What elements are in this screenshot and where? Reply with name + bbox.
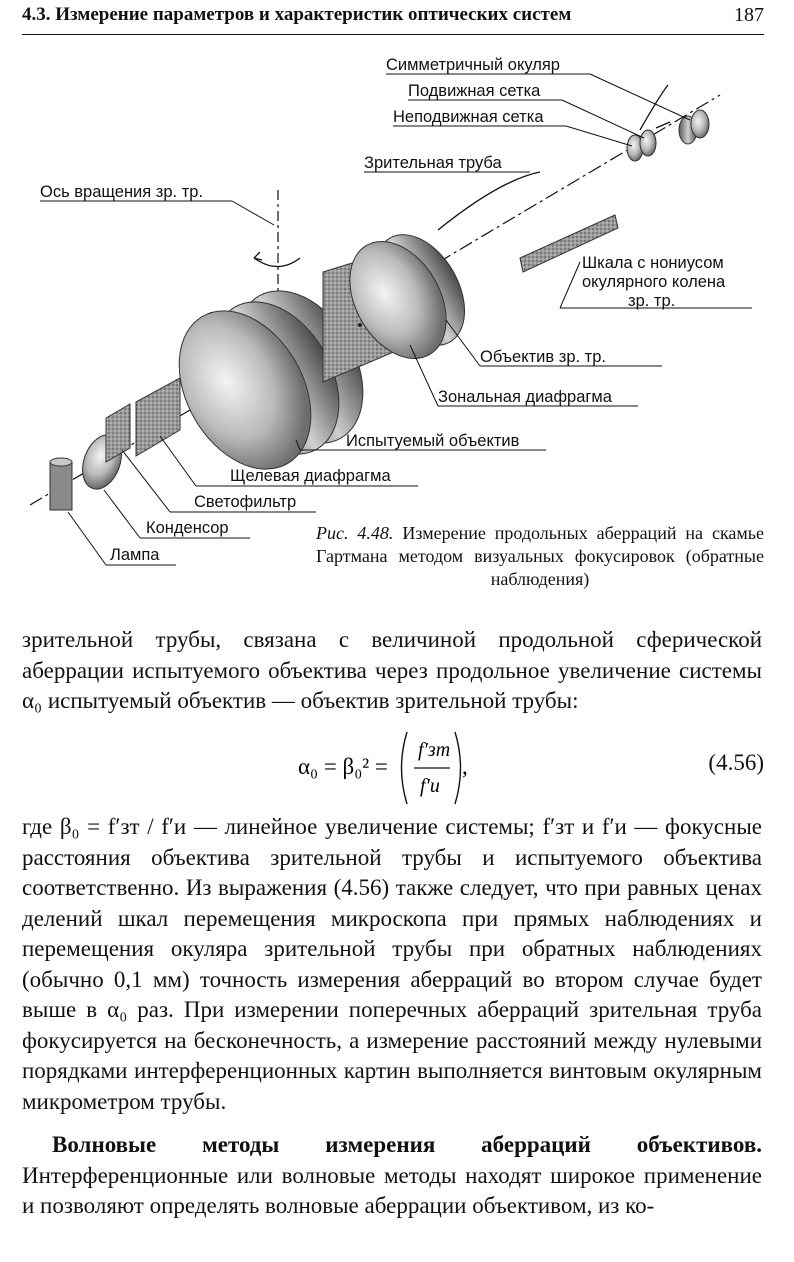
formula-numerator: f′зт xyxy=(418,739,451,761)
paragraph-3-text: Интерференционные или волновые методы находят широкое применение и позволяют определять волновые аберрации объективом, из ко- xyxy=(22,1162,762,1218)
paragraph-1: зрительной трубы, связана с величиной продольной сферической аберрации испытуемого объектива через продольное увеличение системы α₀ испытуемый объектив — объектив зрительной трубы: xyxy=(22,627,762,713)
hartmann-bench-figure xyxy=(0,40,794,600)
label-light-filter: Светофильтр xyxy=(194,493,297,511)
label-zonal-diaphragm: Зональная диафрагма xyxy=(438,388,612,406)
label-telescope-objective: Объектив зр. тр. xyxy=(480,348,606,366)
symmetric-eyepiece-part xyxy=(679,110,709,144)
label-fixed-reticle: Неподвижная сетка xyxy=(393,108,544,126)
label-lamp: Лампа xyxy=(110,546,160,564)
formula-lhs: α₀ = β₀² = xyxy=(298,754,388,779)
equation-number: (4.56) xyxy=(708,750,764,775)
label-symmetric-eyepiece: Симметричный окуляр xyxy=(386,56,560,74)
label-rotation-axis: Ось вращения зр. тр. xyxy=(40,183,204,201)
header-rule xyxy=(22,34,764,35)
formula-denominator: f′и xyxy=(420,775,440,797)
lamp-part xyxy=(50,458,72,510)
light-filter-part xyxy=(106,404,130,462)
paragraph-2: где β₀ = f′зт / f′и — линейное увеличение системы; f′зт и f′и — фокусные расстояния объектива зрительной трубы и испытуемого объектива соответственно. Из выражения (4.56) также следует, что при равных ценах делений шкал перемещения микроскопа при прямых наблюдениях и перемещения окуляра зрительной трубы при обратных наблюдениях (обычно 0,1 мм) точность измерения аберраций во втором случае будет выше в α₀ раз. При измерении поперечных аберраций зрительная труба фокусируется на бесконечность, а измерение расстояний между нулевыми порядками интерференционных картин выполняется винтовым окулярным микрометром трубы. xyxy=(22,814,762,1114)
paragraph-3 xyxy=(22,1130,762,1222)
section-run-in-heading: Волновые методы измерения аберраций объективов. xyxy=(52,1132,762,1157)
label-movable-reticle: Подвижная сетка xyxy=(408,82,541,100)
slit-diaphragm-part xyxy=(136,378,180,456)
formula-4-56 xyxy=(0,728,794,808)
figure-caption xyxy=(316,522,764,591)
caption-text: Измерение продольных аберраций на скамье Гартмана методом визуальных фокусировок (обратные наблюдения) xyxy=(316,523,764,589)
caption-number: Рис. 4.48. xyxy=(316,523,394,543)
label-scale-1: Шкала с нониусом xyxy=(582,254,724,272)
label-slit-diaphragm: Щелевая диафрагма xyxy=(230,467,391,485)
label-telescope: Зрительная труба xyxy=(364,154,502,172)
formula-tail: , xyxy=(462,754,468,779)
section-title: 4.3. Измерение параметров и характеристик оптических систем xyxy=(22,4,572,25)
label-scale-2: окулярного колена xyxy=(582,273,726,291)
label-tested-objective: Испытуемый объектив xyxy=(346,432,520,450)
label-scale-3: зр. тр. xyxy=(628,292,676,310)
label-condenser: Конденсор xyxy=(146,519,229,537)
page-number: 187 xyxy=(734,4,764,26)
